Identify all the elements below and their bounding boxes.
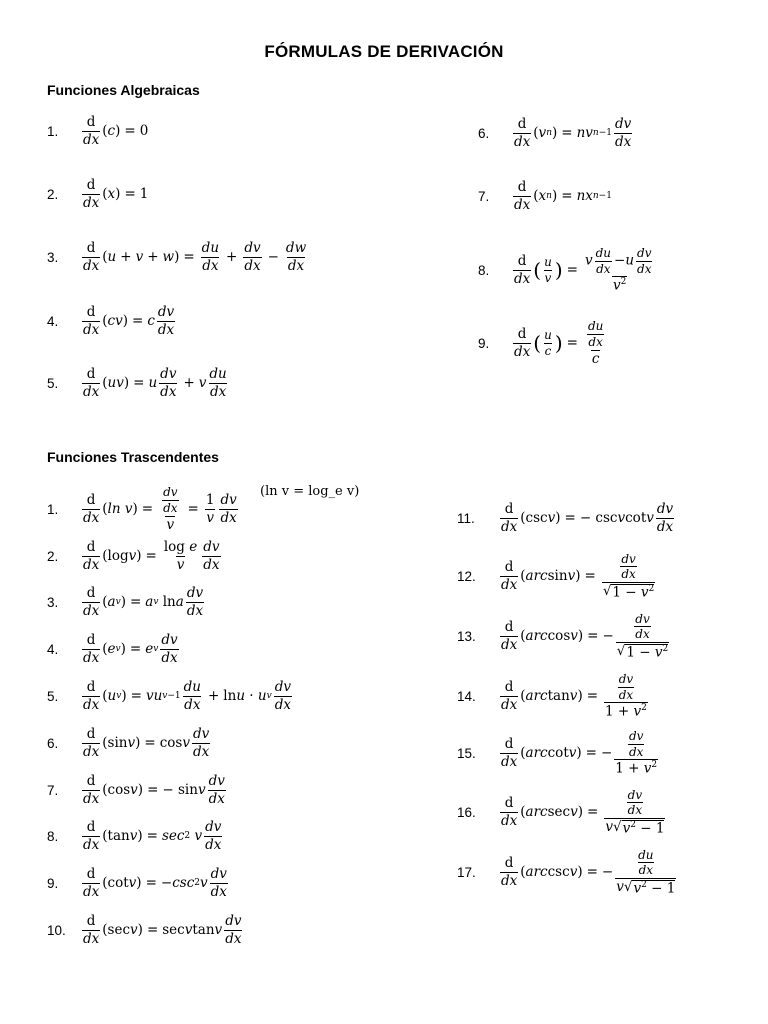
formula-expression: d dx ( u v ) = vu v−1 du dx + ln u · u v dv dx xyxy=(83,679,291,713)
formula-expression: d dx ( cv ) = c dv dx xyxy=(83,304,175,338)
formula-expression: d dx (tan v ) = sec 2 v dv dx xyxy=(83,819,222,853)
formula-expression: d dx (cot v ) = − csc 2 v dv dx xyxy=(83,866,227,900)
formula-expression: d dx ( uv ) = u dv dx + v du dx xyxy=(83,366,227,400)
formula-expression: d dx ( e v ) = e v dv dx xyxy=(83,632,178,666)
formula-number: 5. xyxy=(47,688,59,704)
formula-number: 6. xyxy=(47,735,59,751)
formula-number: 8. xyxy=(47,828,59,844)
formula-expression: d dx ( arc tan v ) = $\frac{dv}{dx}$ $1 + v^2$ xyxy=(501,672,647,720)
formula-number: 16. xyxy=(457,804,476,820)
formula-expression: d dx (cos v ) = − sin v dv dx xyxy=(83,773,225,807)
formula-number: 10. xyxy=(47,922,66,938)
formula-expression: d dx ( arc csc v ) = − $\frac{du}{dx}$ v√ $v^2 - 1$ xyxy=(501,847,676,897)
formula-number: 14. xyxy=(457,688,476,704)
formula-number: 2. xyxy=(47,548,59,564)
formula-expression: d dx (sec v ) = sec v tan v dv dx xyxy=(83,913,242,947)
formula-expression: d dx ( arc cos v ) = − $\frac{dv}{dx}$ √ $1 - v^2$ xyxy=(501,611,669,661)
formula-number: 6. xyxy=(478,125,490,141)
formula-expression: d dx ( u + v + w ) = $\frac{du}{dx}$ + $\frac{dv}{dx}$ − $\frac{dw}{dx}$ xyxy=(83,240,307,274)
formula-number: 4. xyxy=(47,313,59,329)
formula-number: 13. xyxy=(457,628,476,644)
formula-number: 9. xyxy=(47,875,59,891)
formula-expression: d dx ( x n ) = nx n−1 xyxy=(514,179,612,213)
formula-number: 3. xyxy=(47,249,59,265)
formula-number: 17. xyxy=(457,864,476,880)
formula-expression: d dx ( c ) = 0 xyxy=(83,114,149,148)
formula-expression: d dx ( arc sec v ) = $\frac{dv}{dx}$ v√ $v^2 - 1$ xyxy=(501,787,665,837)
formula-expression: d dx ( u v ) = v $\frac{du}{dx}$ −u $\frac{dv}{dx}$ $v^2$ xyxy=(514,246,652,294)
note-ln-definition: (ln v = log_e v) xyxy=(260,484,360,499)
formula-expression: d dx (log v ) = $\frac{\text{log e}}{v}$ dv dx xyxy=(83,539,220,573)
formula-number: 15. xyxy=(457,745,476,761)
formula-expression: d dx ( a v ) = a v ln a dv dx xyxy=(83,585,204,619)
formula-number: 4. xyxy=(47,641,59,657)
formula-number: 8. xyxy=(478,262,490,278)
formula-number: 7. xyxy=(478,188,490,204)
formula-number: 5. xyxy=(47,375,59,391)
formula-expression: d dx ( x ) = 1 xyxy=(83,177,149,211)
formula-number: 9. xyxy=(478,335,490,351)
formula-expression: d dx ( u c ) = $\frac{du}{dx}$ c xyxy=(514,319,604,367)
formula-number: 3. xyxy=(47,594,59,610)
formula-number: 12. xyxy=(457,568,476,584)
section-heading-algebraic: Funciones Algebraicas xyxy=(47,82,200,98)
formula-number: 7. xyxy=(47,782,59,798)
formula-expression: d dx ( arc sin v ) = $\frac{dv}{dx}$ √ $1 - v^2$ xyxy=(501,551,655,601)
formula-number: 1. xyxy=(47,501,59,517)
formula-number: 11. xyxy=(457,510,475,526)
formula-number: 2. xyxy=(47,186,59,202)
section-heading-transcendent: Funciones Trascendentes xyxy=(47,449,219,465)
formula-expression: d dx ( v n ) = nv n−1 dv dx xyxy=(514,116,632,150)
formula-number: 1. xyxy=(47,123,59,139)
formula-expression: d dx ( ln v ) = $\frac{dv}{dx}$ v = $\frac{1}{v}$ dv dx xyxy=(83,485,237,533)
formula-expression: d dx (sin v ) = cos v dv dx xyxy=(83,726,210,760)
formula-expression: d dx ( arc cot v ) = − $\frac{dv}{dx}$ $1 + v^2$ xyxy=(501,729,658,777)
formula-expression: d dx (csc v ) = − csc v cot v dv dx xyxy=(501,501,674,535)
page-title: FÓRMULAS DE DERIVACIÓN xyxy=(264,42,504,61)
